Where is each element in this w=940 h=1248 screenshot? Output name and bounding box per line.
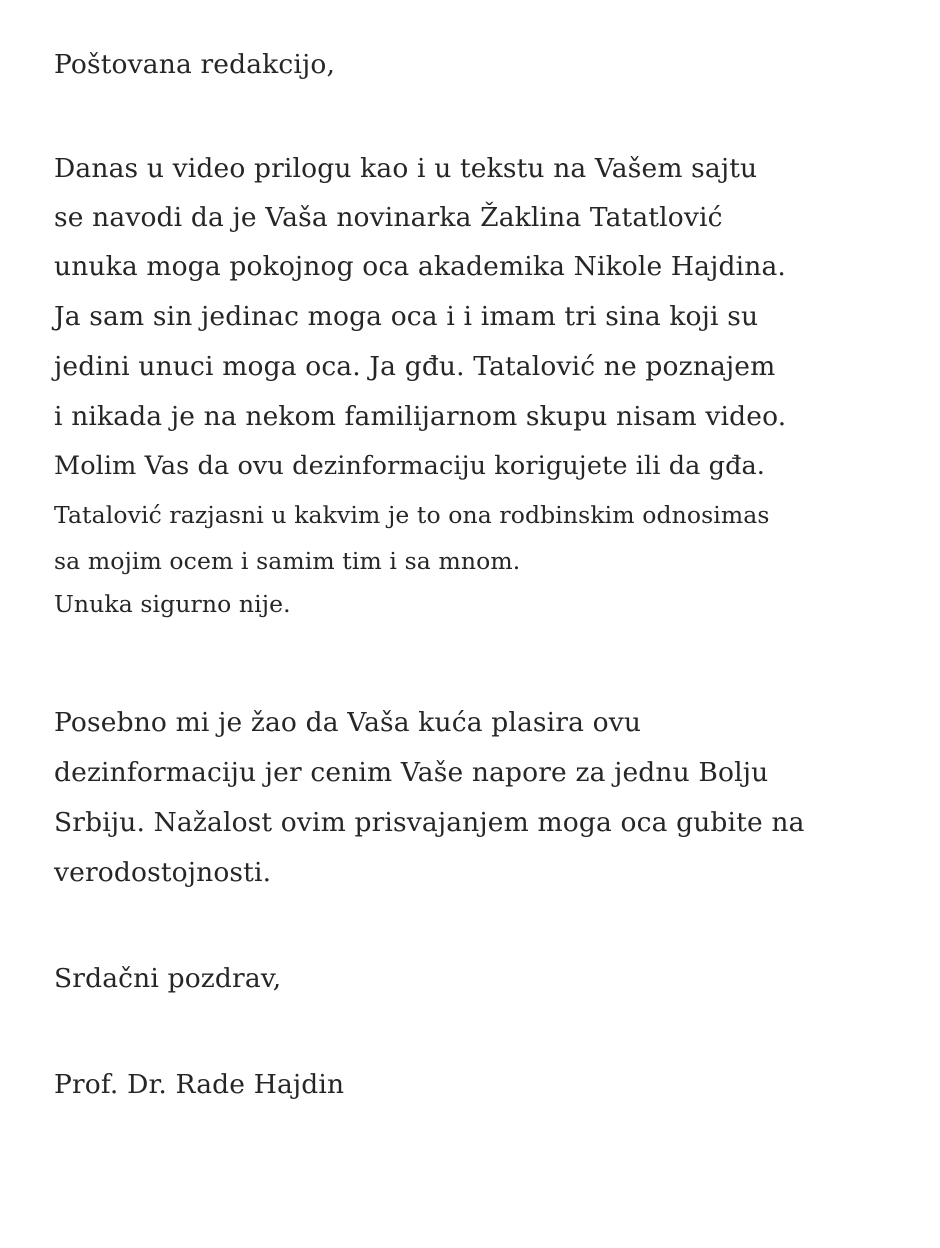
letter-line: verodostojnosti. [54,857,272,888]
letter-line: Posebno mi je žao da Vaša kuća plasira ovu [54,707,642,738]
letter-line: i nikada je na nekom familijarnom skupu nisam video. [54,401,787,432]
letter-closing: Srdačni pozdrav, [54,963,282,994]
letter-line: unuka moga pokojnog oca akademika Nikole Hajdina. [54,251,786,282]
letter-line: dezinformaciju jer cenim Vaše napore za jednu Bolju [54,757,769,788]
letter-line: se navodi da je Vaša novinarka Žaklina Tatatlović [54,202,723,233]
letter-line: sa mojim ocem i samim tim i sa mnom. [54,547,521,575]
letter-salutation: Poštovana redakcijo, [54,49,336,80]
letter-line: jedini unuci moga oca. Ja gđu. Tatalović ne poznajem [54,351,776,382]
letter-line: Tatalović razjasni u kakvim je to ona rodbinskim odnosimas [54,501,770,529]
letter-line: Srbiju. Nažalost ovim prisvajanjem moga oca gubite na [54,807,805,838]
letter-signature: Prof. Dr. Rade Hajdin [54,1069,345,1100]
letter-line: Danas u video prilogu kao i u tekstu na Vašem sajtu [54,153,758,184]
letter-line: Ja sam sin jedinac moga oca i i imam tri sina koji su [54,301,759,332]
letter-line: Molim Vas da ovu dezinformaciju korigujete ili da gđa. [54,451,766,481]
letter-line: Unuka sigurno nije. [54,590,291,618]
